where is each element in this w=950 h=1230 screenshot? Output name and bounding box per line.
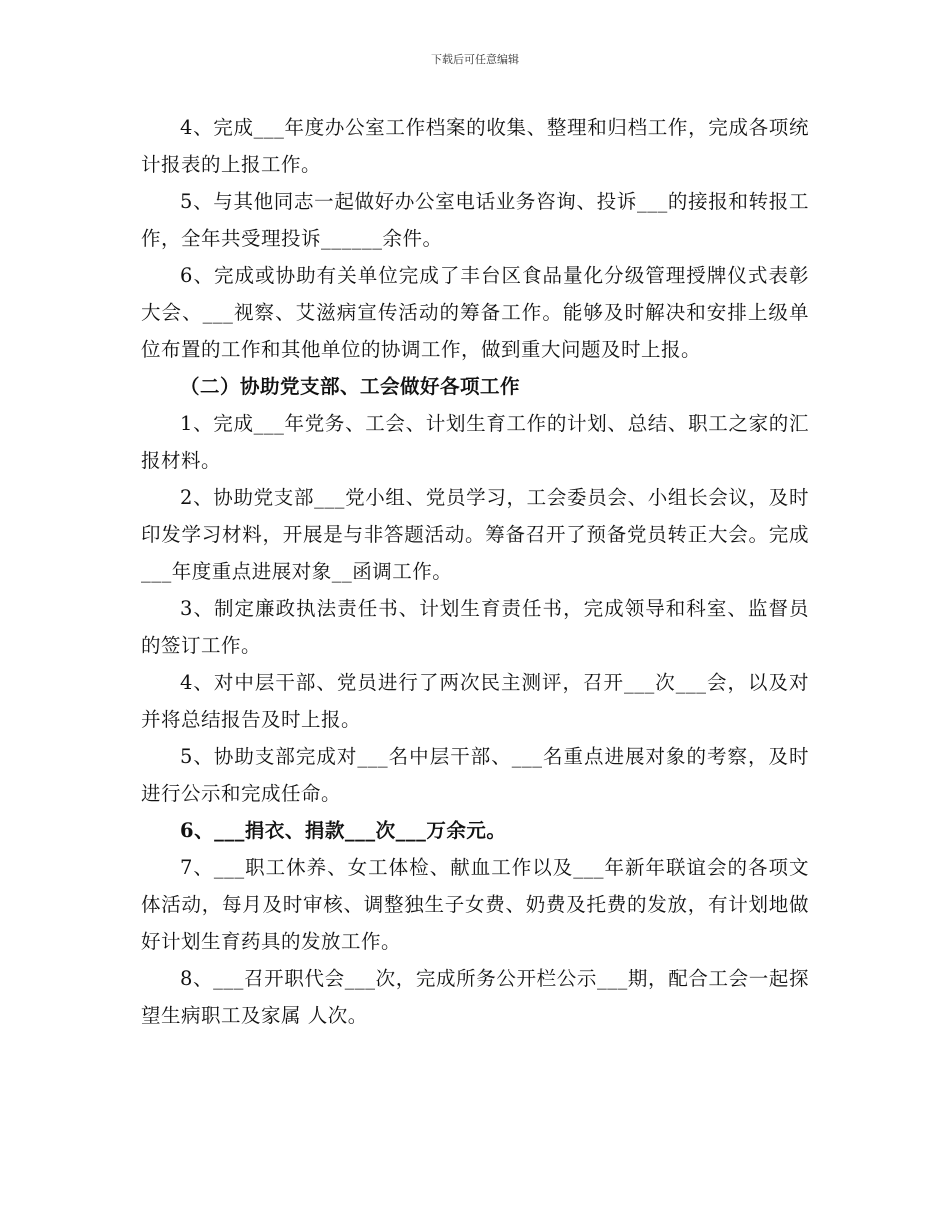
paragraph-item-4-archives: 4、完成___年度办公室工作档案的收集、整理和归档工作，完成各项统计报表的上报工作。 xyxy=(141,116,809,176)
document-body xyxy=(141,109,809,1034)
paragraph-item-6-donations: 6、___捐衣、捐款___次___万余元。 xyxy=(180,819,507,842)
paragraph-item-5-phone-consulting: 5、与其他同志一起做好办公室电话业务咨询、投诉___的接报和转报工作，全年共受理投诉______余件。 xyxy=(141,190,809,250)
section-heading-party-union: （二）协助党支部、工会做好各项工作 xyxy=(180,375,521,398)
paragraph-item-4-evaluation: 4、对中层干部、党员进行了两次民主测评，召开___次___会，以及对并将总结报告及时上报。 xyxy=(141,671,809,731)
paragraph-item-6-events: 6、完成或协助有关单位完成了丰台区食品量化分级管理授牌仪式表彰大会、___视察、艾滋病宣传活动的筹备工作。能够及时解决和安排上级单位布置的工作和其他单位的协调工作，做到重大问题及时上报。 xyxy=(141,264,809,361)
paragraph-item-5-inspection: 5、协助支部完成对___名中层干部、___名重点进展对象的考察，及时进行公示和完成任命。 xyxy=(141,745,809,805)
paragraph-item-8-congress: 8、___召开职代会___次，完成所务公开栏公示___期，配合工会一起探望生病职工及家属 人次。 xyxy=(141,967,809,1027)
paragraph-item-1-plans: 1、完成___年党务、工会、计划生育工作的计划、总结、职工之家的汇报材料。 xyxy=(141,412,809,472)
paragraph-item-3-responsibility: 3、制定廉政执法责任书、计划生育责任书，完成领导和科室、监督员的签订工作。 xyxy=(141,597,809,657)
paragraph-item-2-party-branch: 2、协助党支部___党小组、党员学习，工会委员会、小组长会议，及时印发学习材料，开展是与非答题活动。筹备召开了预备党员转正大会。完成___年度重点进展对象__函调工作。 xyxy=(141,486,809,583)
page-header-note: 下载后可任意编辑 xyxy=(431,53,519,66)
paragraph-item-7-welfare: 7、___职工休养、女工体检、献血工作以及___年新年联谊会的各项文体活动，每月及时审核、调整独生子女费、奶费及托费的发放，有计划地做好计划生育药具的发放工作。 xyxy=(141,856,809,953)
